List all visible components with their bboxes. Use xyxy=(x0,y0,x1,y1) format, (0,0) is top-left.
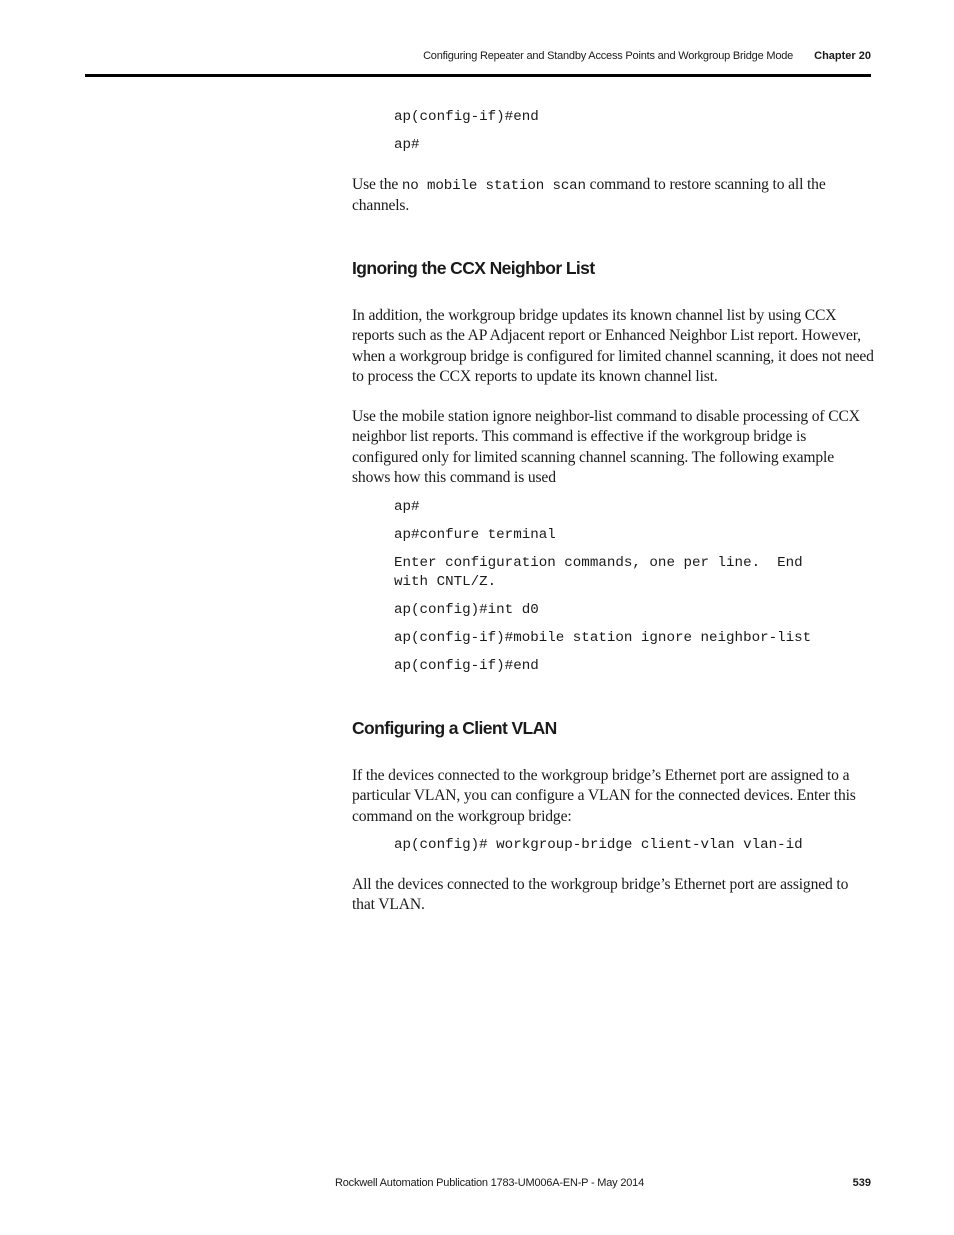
footer-publication: Rockwell Automation Publication 1783-UM006A-EN-P - May 2014 xyxy=(335,1177,644,1189)
paragraph-text: command to restore scanning to all the channels. xyxy=(352,176,826,215)
code-line-configure: ap#confure terminal xyxy=(394,527,556,543)
code-line-int: ap(config)#int d0 xyxy=(394,602,539,618)
code-line-client-vlan: ap(config)# workgroup-bridge client-vlan vlan-id xyxy=(394,837,803,853)
section-heading-ccx: Ignoring the CCX Neighbor List xyxy=(352,258,595,278)
paragraph-text: Use the xyxy=(352,176,402,193)
code-line-ignore-neighbor: ap(config-if)#mobile station ignore neighbor-list xyxy=(394,630,812,646)
page-header xyxy=(85,50,871,70)
code-line-end: ap(config-if)#end xyxy=(394,658,539,674)
paragraph-vlan-result: All the devices connected to the workgroup bridge’s Ethernet port are assigned to that VLAN. xyxy=(352,876,849,914)
header-title: Configuring Repeater and Standby Access Points and Workgroup Bridge Mode xyxy=(423,50,794,62)
code-line-end: ap(config-if)#end xyxy=(394,109,539,125)
section-heading-client-vlan: Configuring a Client VLAN xyxy=(352,718,557,738)
code-line-enter-config: Enter configuration commands, one per line. End with CNTL/Z. xyxy=(394,555,803,590)
header-rule xyxy=(85,74,871,77)
code-line-prompt: ap# xyxy=(394,499,420,515)
paragraph-ignore-command: Use the mobile station ignore neighbor-list command to disable processing of CCX neighbor list reports. This command is effective if the workgroup bridge is configured only for limited scanning channel scanning. The following example shows how this command is used xyxy=(352,408,860,487)
inline-command: no mobile station scan xyxy=(401,178,586,194)
paragraph-restore-scanning xyxy=(352,175,874,217)
page-number: 539 xyxy=(852,1177,871,1189)
paragraph-vlan-intro: If the devices connected to the workgroup bridge’s Ethernet port are assigned to a particular VLAN, you can configure a VLAN for the connected devices. Enter this command on the workgroup bridge: xyxy=(352,767,856,825)
header-chapter: Chapter 20 xyxy=(814,50,871,62)
paragraph-ccx-intro: In addition, the workgroup bridge updates its known channel list by using CCX reports such as the AP Adjacent report or Enhanced Neighbor List report. However, when a workgroup bridge is configured for limited channel scanning, it does not need to process the CCX reports to update its known channel list. xyxy=(352,307,874,386)
code-line-prompt: ap# xyxy=(394,137,420,153)
